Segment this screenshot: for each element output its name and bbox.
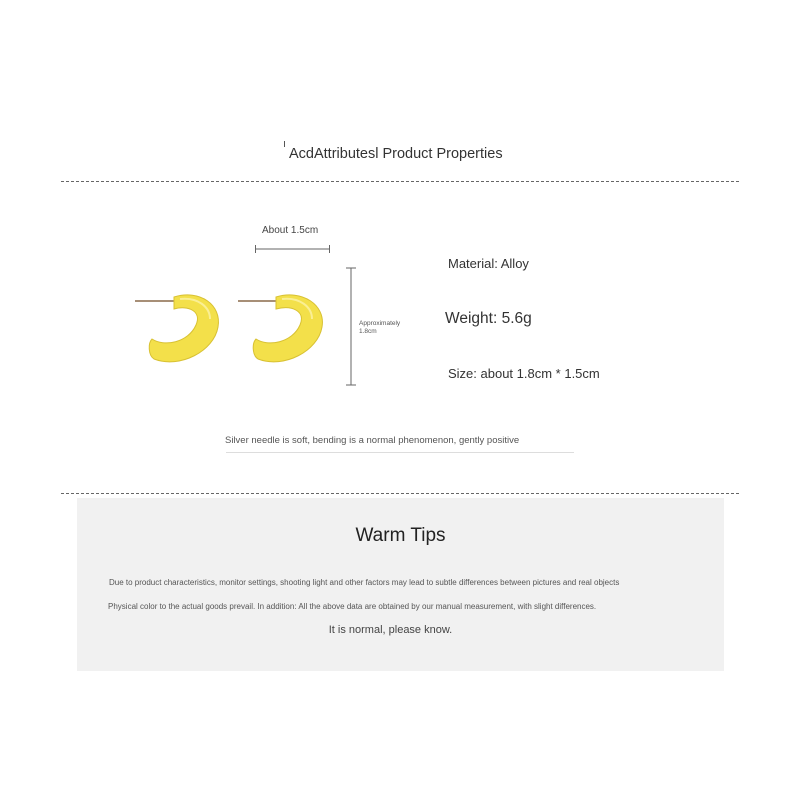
height-dimension-line	[345, 267, 357, 387]
width-dimension-label: About 1.5cm	[262, 225, 319, 236]
header-tick-mark	[284, 141, 285, 147]
earrings-image	[130, 285, 330, 375]
dashed-divider-bottom	[61, 493, 739, 494]
spec-material: Material: Alloy	[448, 256, 529, 271]
earring-right	[238, 295, 322, 362]
warm-tips-title: Warm Tips	[355, 525, 446, 546]
dashed-divider-top	[61, 181, 739, 182]
needle-note: Silver needle is soft, bending is a normal phenomenon, gently positive	[225, 435, 520, 446]
warm-tips-line-3: It is normal, please know.	[328, 624, 453, 636]
warm-tips-panel	[77, 498, 724, 671]
height-dimension-label: Approximately 1.8cm	[359, 320, 401, 335]
warm-tips-line-1: Due to product characteristics, monitor settings, shooting light and other factors may lead to subtle differences between pictures and real objects	[109, 578, 620, 587]
earring-left	[135, 295, 218, 362]
warm-tips-line-2: Physical color to the actual goods prevail. In addition: All the above data are obtained by our manual measurement, with slight differences.	[108, 602, 597, 611]
width-dimension-line	[255, 244, 330, 254]
section-title: AcdAttributesl Product Properties	[289, 146, 503, 162]
note-underline	[226, 452, 574, 453]
spec-weight: Weight: 5.6g	[445, 310, 532, 327]
spec-size: Size: about 1.8cm * 1.5cm	[448, 366, 600, 381]
